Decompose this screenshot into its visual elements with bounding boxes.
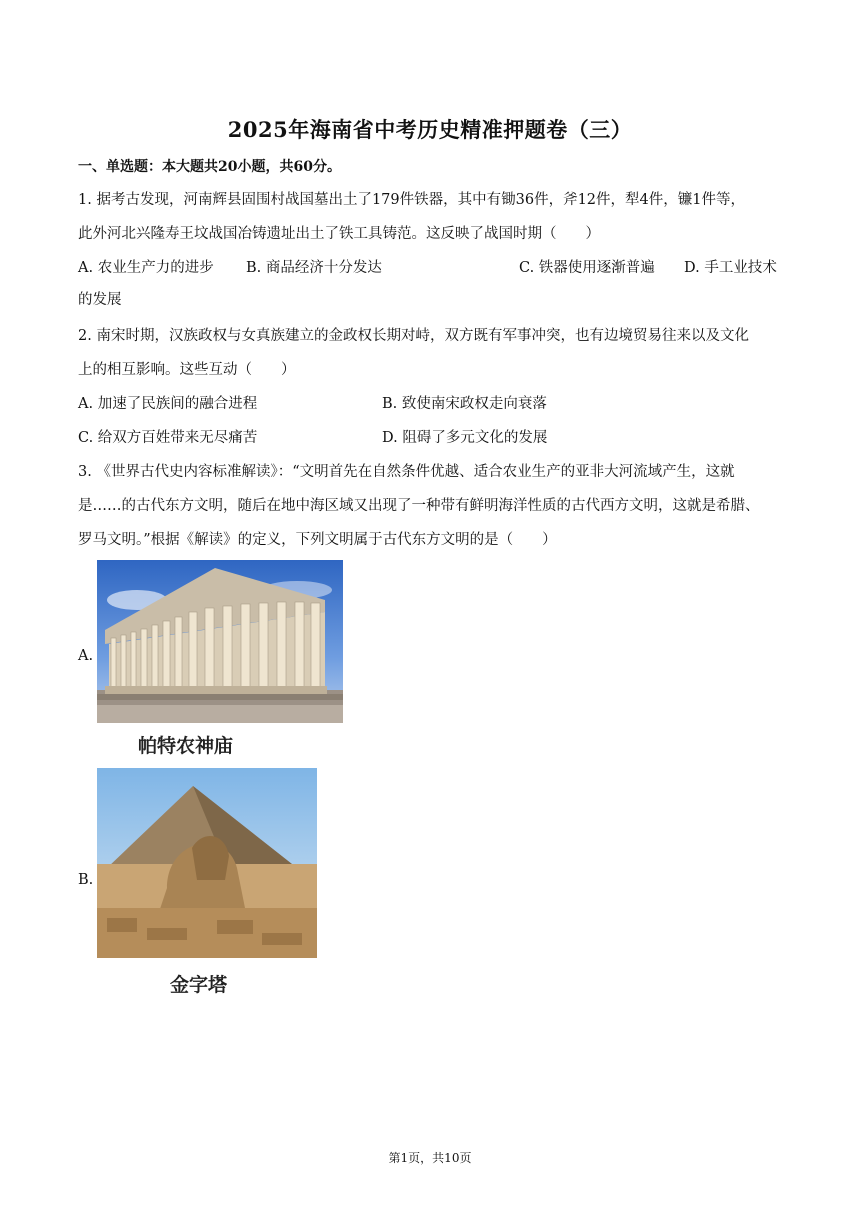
page-title: 2025年海南省中考历史精准押题卷（三） xyxy=(227,117,633,142)
question-1-option-c: C. 铁器使用逐渐普遍 xyxy=(519,260,655,276)
question-3-option-b-label: B. xyxy=(78,872,94,888)
question-3-line-1: 3. 《世界古代史内容标准解读》：“文明首先在自然条件优越、适合农业生产的亚非大河流域产生，这就 xyxy=(78,464,735,480)
question-1-line-2: 此外河北兴隆寿王坟战国冶铸遗址出土了铁工具铸范。这反映了战国时期（ ） xyxy=(78,226,600,242)
question-1-option-d-continued: 的发展 xyxy=(78,292,122,308)
question-2-line-1: 2. 南宋时期，汉族政权与女真族建立的金政权长期对峙，双方既有军事冲突，也有边境贸易往来以及文化 xyxy=(78,328,749,344)
question-2-option-d: D. 阻碍了多元文化的发展 xyxy=(382,430,548,446)
question-3-option-a-caption: 帕特农神庙 xyxy=(138,735,234,757)
question-1-line-1: 1. 据考古发现，河南辉县固围村战国墓出土了179件铁器，其中有锄36件，斧12件，犁4件，镰1件等， xyxy=(78,192,745,208)
question-2-option-a: A. 加速了民族间的融合进程 xyxy=(78,396,258,412)
question-3-line-2: 是……的古代东方文明，随后在地中海区域又出现了一种带有鲜明海洋性质的古代西方文明，这就是希腊、 xyxy=(78,498,760,514)
pyramid-image xyxy=(97,768,317,958)
question-1-option-d: D. 手工业技术 xyxy=(684,260,777,276)
question-3-option-a-label: A. xyxy=(78,648,94,664)
parthenon-image xyxy=(97,560,343,723)
question-1-option-a: A. 农业生产力的进步 xyxy=(78,260,214,276)
section-heading: 一、单选题：本大题共20小题，共60分。 xyxy=(78,159,341,175)
question-2-option-b: B. 致使南宋政权走向衰落 xyxy=(382,396,547,412)
question-3-line-3: 罗马文明。”根据《解读》的定义，下列文明属于古代东方文明的是（ ） xyxy=(78,532,557,548)
page-footer: 第1页，共10页 xyxy=(388,1151,472,1165)
question-2-option-c: C. 给双方百姓带来无尽痛苦 xyxy=(78,430,258,446)
question-1-option-b: B. 商品经济十分发达 xyxy=(246,260,382,276)
question-2-line-2: 上的相互影响。这些互动（ ） xyxy=(78,362,296,378)
question-3-option-b-caption: 金字塔 xyxy=(170,974,228,996)
